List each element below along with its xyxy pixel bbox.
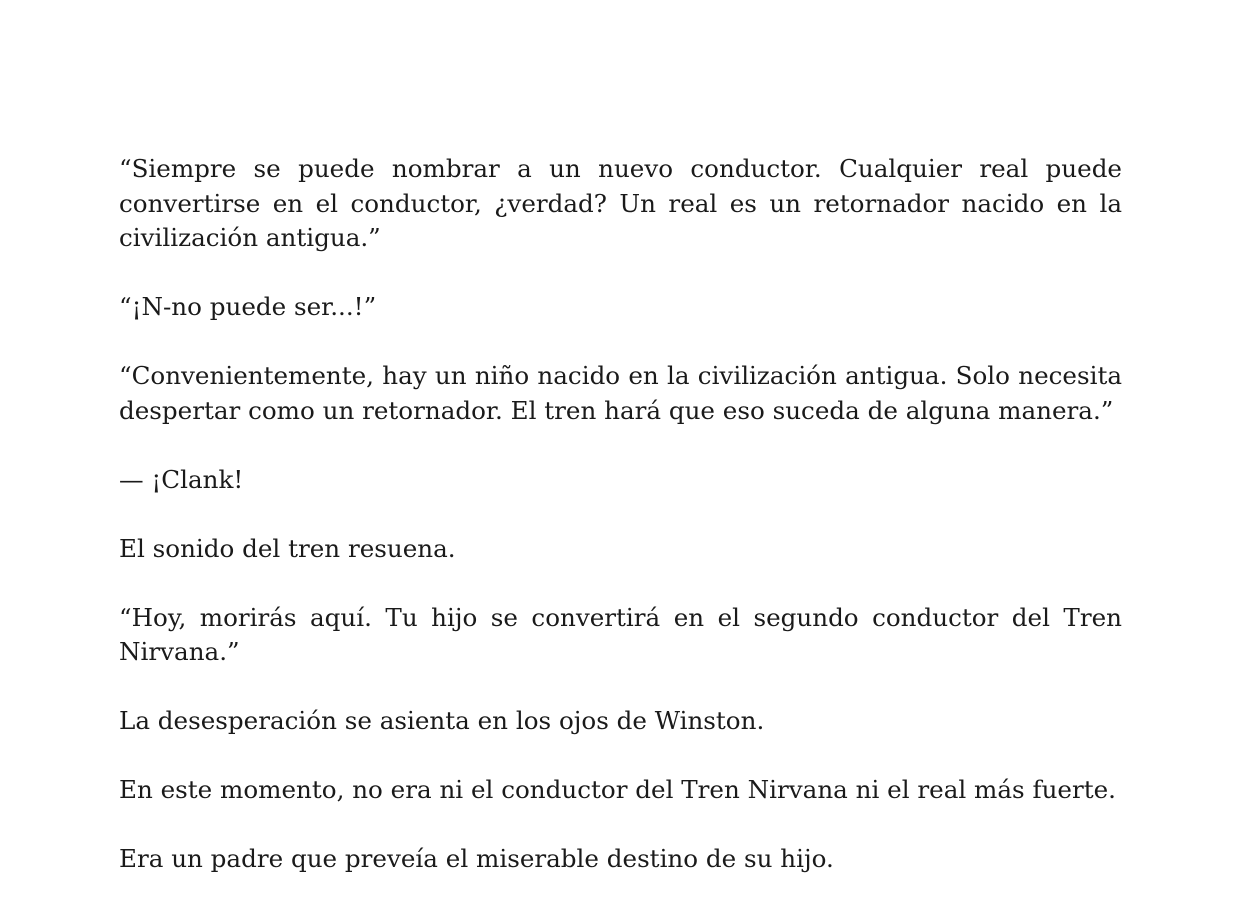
paragraph-clank-sound: — ¡Clank! xyxy=(119,464,244,494)
document-body xyxy=(119,152,1122,911)
paragraph-death-sentence: “Hoy, morirás aquí. Tu hijo se convertirá en el segundo conductor del Tren Nirvana.” xyxy=(119,602,1122,666)
paragraph-not-conductor: En este momento, no era ni el conductor del Tren Nirvana ni el real más fuerte. xyxy=(119,775,1116,804)
paragraph-conductor-claim: “Siempre se puede nombrar a un nuevo conductor. Cualquier real puede convertirse en el conductor, ¿verdad? Un real es un retornador nacido en la civilización antigua.” xyxy=(119,154,1122,252)
paragraph-winston-despair: La desesperación se asienta en los ojos de Winston. xyxy=(119,706,765,735)
paragraph-father-fate: Era un padre que preveía el miserable destino de su hijo. xyxy=(119,844,834,873)
paragraph-train-sound: El sonido del tren resuena. xyxy=(119,533,456,563)
paragraph-exclamation: “¡N-no puede ser...!” xyxy=(119,292,377,321)
paragraph-child-born: “Convenientemente, hay un niño nacido en la civilización antigua. Solo necesita despertar como un retornador. El tren hará que eso suceda de alguna manera.” xyxy=(119,361,1122,425)
